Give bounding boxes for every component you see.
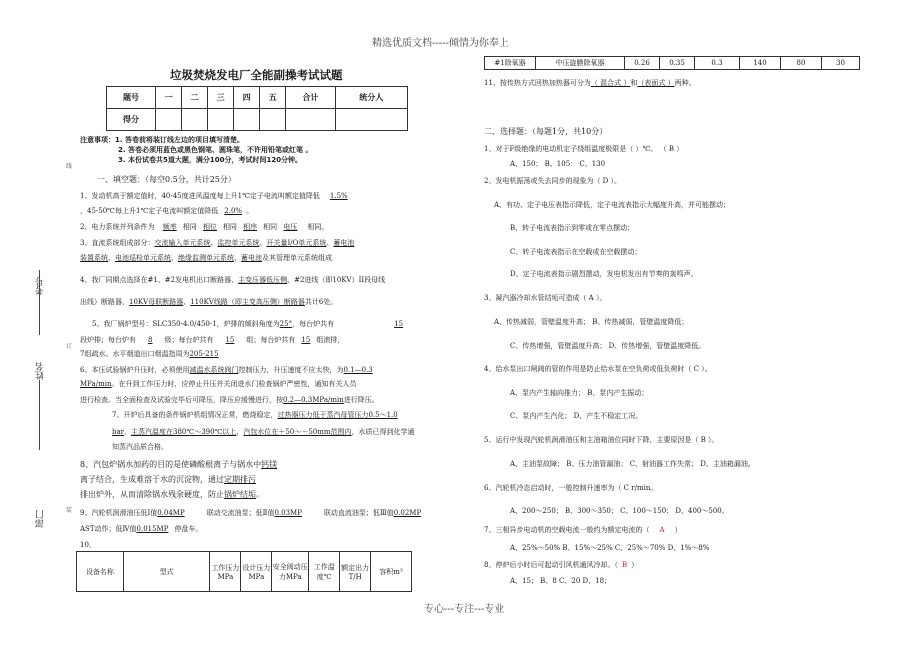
page-footer: 专心---专注---专业 [424,604,505,615]
answer-mark: B [621,561,628,569]
table-header-cell: 工作压力MPa [210,552,241,592]
answer-blank: 交流输入单元系统 [154,239,211,247]
fill-question-5: 5、我厂锅炉型号：SLC350-4.0/450-1，炉排的倾斜角度为25°，每台炉共有 15 [92,320,404,328]
score-input-cell[interactable] [260,109,286,131]
table-header-cell: 设计压力MPa [241,552,272,592]
answer-blank: （ 混合式 ） [590,79,631,87]
fill-question-5c: 7组疏水。水平烟道出口烟温指周为205-215 [80,350,219,358]
answer-blank: 频率 [162,223,177,231]
answer-blank: 15 [394,320,404,328]
choice-options-3cd: C、传热增强，管壁温度升高； D、传热增强，管壁温度降低。 [510,342,706,350]
fill-question-3: 3、直流系统组成部分：交流输入单元系统、监控单元系统、开关量I/O单元系统、蓄电池 [80,239,355,247]
answer-blank: 相位 [202,223,217,231]
answer-blank: 15 [301,336,311,344]
table-cell: 30 [822,57,860,70]
exam-number-blank [39,270,41,335]
page-header: 精选优质文档-----倾情为你奉上 [372,38,509,49]
fill-question-1b: ，45-50℃每上升1℃定子电流叫额定值降低 2.0% 。 [80,207,254,215]
score-table [106,86,408,131]
fill-question-6: 6、本压试验锅炉升压时，必须使用减温水系统阀门控制压力，升压速度不应太快，为0.1—0.3 [80,366,373,374]
choice-option-2d: D、定子电流表指示剧烈摆动，发电机发出有节奏的轰鸣声。 [510,270,698,278]
fill-question-7b: bar，主蒸汽温度在380℃～390℃以上，汽包水位在＋50～－50mm范围内，水质已得到化学通 [112,428,415,436]
department-text: 部门 [36,510,46,528]
score-input-cell[interactable] [335,109,407,131]
score-cell: 二 [182,87,208,109]
table-cell: 140 [740,57,781,70]
answer-blank: 8 [148,336,153,344]
score-input-cell[interactable] [286,109,335,131]
exam-number-text: 考号 [36,277,46,295]
answer-blank: 监控单元系统 [217,239,260,247]
answer-blank: 205-215 [189,350,219,358]
answer-blank: 10KV母联断路器 [129,298,184,306]
notes-line: 2. 答卷必须用蓝色或黑色钢笔、圆珠笔，不许用铅笔或红笔 。 [118,146,313,154]
table-cell: 0.3 [695,57,740,70]
choice-question-4: 4、给水泵出口闸阀的管的作用是防止给水泵在空负荷或低负荷时（ C ）。 [484,365,712,373]
fill-question-2: 2、电力系统并列条件为 频率 相同 相位 相同 相序 相同 电压 相同。 [80,223,329,231]
notes-line: 注意事项：1. 答卷前将装订线左边的项目填写清楚。 [80,136,244,144]
answer-blank: 主变压器低压侧 [238,276,288,284]
table-header-cell: 设备名称 [77,552,124,592]
choice-question-2: 2、发电机振荡或失去同步的现象为（ D ）。 [484,177,622,185]
table-cell: 0.26 [625,57,660,70]
answer-blank: （表面式 ） [637,79,675,87]
answer-blank: 0.04MP [157,509,185,517]
score-cell: 题号 [107,87,156,109]
score-input-cell[interactable] [234,109,260,131]
answer-blank: 0.015MP [136,525,169,533]
fill-question-1: 1、发动机高于额定值时，40-45度进风温度每上升1℃定子电流叫额定值降低 1.5% [80,192,348,200]
department-label [34,488,47,528]
table-header-cell: 安全阀动压力MPa [272,552,309,592]
fill-question-9b: AST动作；低Ⅳ值0.015MP 停盘车。 [80,525,203,533]
section1-heading: 一、填空题：（每空0.5分，共计25分） [97,175,236,184]
table-cell: 80 [781,57,822,70]
fill-question-6c: 进行检查。当全面检查及试验完毕后可降压，降压应缓慢进行，按0.2—0.3MPa/min进行降压。 [80,396,379,404]
answer-blank: 0.2—0.3MPa/min [283,396,344,404]
choice-options-7: A、25%～50% B、15%～25% C、25%～70% D、1%～8% [510,544,710,552]
table-cell: 中压旋膜除氧器 [536,57,625,70]
fill-question-7: 7、开炉后具备的条件锅炉机组情况正常，燃烧稳定，过热器压力低于蒸汽母管压力0.5～1.0 [112,411,398,419]
equipment-header-row [77,552,412,592]
fill-question-8b: 离子结合，生成难溶于水的沉淀物，通过定期排污 [80,475,256,484]
table-header-cell: 工作温度℃ [309,552,340,592]
answer-blank: 汽包水位在＋50～－50mm范围内 [243,428,352,436]
score-input-cell[interactable] [182,109,208,131]
answer-blank: 0.03MP [274,509,302,517]
choice-options-5: A、主油泵故障； B、压力油管漏油； C、射油器工作失常； D、主油箱漏油。 [510,460,755,468]
answer-blank: 定期排污 [224,475,256,484]
score-cell: 四 [234,87,260,109]
table-cell: #1除氧器 [485,57,536,70]
choice-question-7: 7、三相异步电动机的空载电流一般约为额定电流的（ A ） [484,526,682,534]
answer-blank: 绝缘监测单元系统 [178,254,234,262]
choice-option-2a: A、有功、定子电压表指示降低，定子电流表指示大幅度升高，并可能摆动； [494,201,731,209]
binding-mark-line: 线 [66,163,73,170]
fill-question-5b: 段炉排；每台炉有 8 级；每台炉共有 15 组；每台炉共有 15 组滚排， [80,336,345,344]
score-cell: 统分人 [335,87,407,109]
fill-question-11: 11、按传热方式回热加热器可分为（ 混合式 ）和（表面式 ）两种。 [484,79,696,87]
answer-blank: 锅炉结垢 [224,490,256,499]
fill-question-8: 8、汽包炉锅水加药的目的是使磷酸根离子与锅水中钙镁 [80,460,278,469]
choice-options-6: A、200～250； B、300～350； C、100～150； D、400～500。 [510,507,729,515]
choice-question-8: 8、停炉后小时后可起动引风机通风冷却。（ B ） [484,561,639,569]
name-blank [39,380,41,450]
score-cell: 五 [260,87,286,109]
score-input-cell[interactable] [156,109,182,131]
answer-blank: 减温水系统阀门 [189,366,239,374]
choice-question-1: 1、对于F级绝缘的电动机定子绕组温度极限是（ ）℃。 （ B ） [484,145,684,153]
table-cell: 0.35 [660,57,695,70]
answer-blank: 25° [279,320,293,328]
answer-blank: MPa/min [80,380,112,388]
choice-option-2c: C、转子电流表指示在空载或在空载摆动； [510,248,642,256]
choice-options-4cd: C、泵内产生汽化； D、产生不稳定工况。 [510,412,643,420]
choice-options-3ab: A、传热减弱，管壁温度升高； B、传热减弱，管壁温度降低； [494,318,689,326]
notes-line: 3. 本份试卷共5道大题，满分100分，考试时间120分钟。 [118,156,303,164]
answer-blank: 相序 [243,223,258,231]
fill-question-4: 4、我厂同期点选择在#1、#2发电机出口断路器、主变压器低压侧、#2进线（即10KV）II段母线 [80,276,386,284]
score-input-cell[interactable] [208,109,234,131]
answer-mark: A [659,526,665,534]
exam-title: 垃圾焚烧发电厂全能副操考试试题 [170,68,343,82]
choice-options-4ab: A、泵内产生轴向推力； B、泵内产生振动； [510,389,649,397]
name-text: 姓名 [36,362,46,380]
answer-blank: 0.02MP [393,509,422,517]
fill-question-7c: 知蒸汽品质合格。 [112,443,168,451]
answer-blank: 110KV线路（即主变高压侧）断路器 [190,298,305,306]
fill-question-4b: 出线）断路器、10KV母联断路器、110KV线路（即主变高压侧）断路器共计6处。 [80,298,338,306]
choice-question-6: 6、汽轮机冷态启动时，一般控制升速率为（ C r/min。 [484,484,658,492]
score-cell: 一 [156,87,182,109]
table-header-cell: 容积m³ [371,552,412,592]
binding-mark-bind: 装 [66,507,73,514]
answer-blank: 电压 [283,223,298,231]
score-cell: 三 [208,87,234,109]
equipment-table [76,551,412,592]
section2-heading: 二、选择题：（每题1分，共10分） [484,127,608,136]
fill-question-8c: 排出炉外，从而清除锅水残余硬度，防止锅炉结垢。 [80,490,264,499]
answer-blank: 电池巡检单元系统 [115,254,171,262]
choice-options-1: A、150； B、105： C、130 [510,160,606,168]
table-header-cell: 型式 [123,552,210,592]
score-header-row [107,87,408,109]
choice-question-5: 5、运行中发现汽轮机润滑油压和主油箱油位同时下降，主要原因是（ B ）。 [484,436,719,444]
score-cell: 得分 [107,109,156,131]
answer-blank: 主蒸汽温度在380℃～390℃以上 [131,428,237,436]
answer-blank: 2.0% [224,207,243,215]
choice-option-2b: B、转子电流表指示到零或在零点摆动； [510,224,635,232]
answer-blank: 过热器压力低于蒸汽母管压力0.5～1.0 [277,411,398,419]
answer-blank: bar [112,428,125,436]
fill-question-10: 10、 [80,541,96,549]
fill-question-6b: MPa/min。在升到工作压力时，应停止升压并关闭进水门检查锅炉严密性，通知有关人员 [80,380,357,388]
choice-question-3: 3、凝汽器冷却水管结垢可造成（ A ）。 [484,294,607,302]
score-value-row [107,109,408,131]
deaerator-table [484,56,860,70]
answer-blank: 蓄电池 [333,239,355,247]
answer-blank: 1.5% [329,192,348,200]
answer-blank: 装置系统 [80,254,108,262]
answer-blank: 0.1—0.3 [343,366,373,374]
fill-question-3b: 装置系统、电池巡检单元系统、绝缘监测单元系统、蓄电池及其管理单元系统组成 [80,254,332,262]
table-header-cell: 额定出力T/H [340,552,371,592]
answer-blank: 开关量I/O单元系统 [266,239,327,247]
score-cell: 合计 [286,87,335,109]
binding-mark-order: 订 [66,343,73,350]
answer-blank: 15 [225,336,235,344]
deaerator-row [485,57,860,70]
fill-question-9: 9、汽轮机润滑油压低Ⅰ值0.04MP 联动交流油泵；低Ⅱ值0.03MP 联动直流油泵；低Ⅲ值0.02MP [80,509,422,517]
name-label [34,340,47,380]
choice-options-8: A、15； B、8 C、20 D、18； [510,577,612,585]
answer-blank: 蓄电池 [241,254,262,262]
answer-blank: 钙镁 [261,460,278,469]
